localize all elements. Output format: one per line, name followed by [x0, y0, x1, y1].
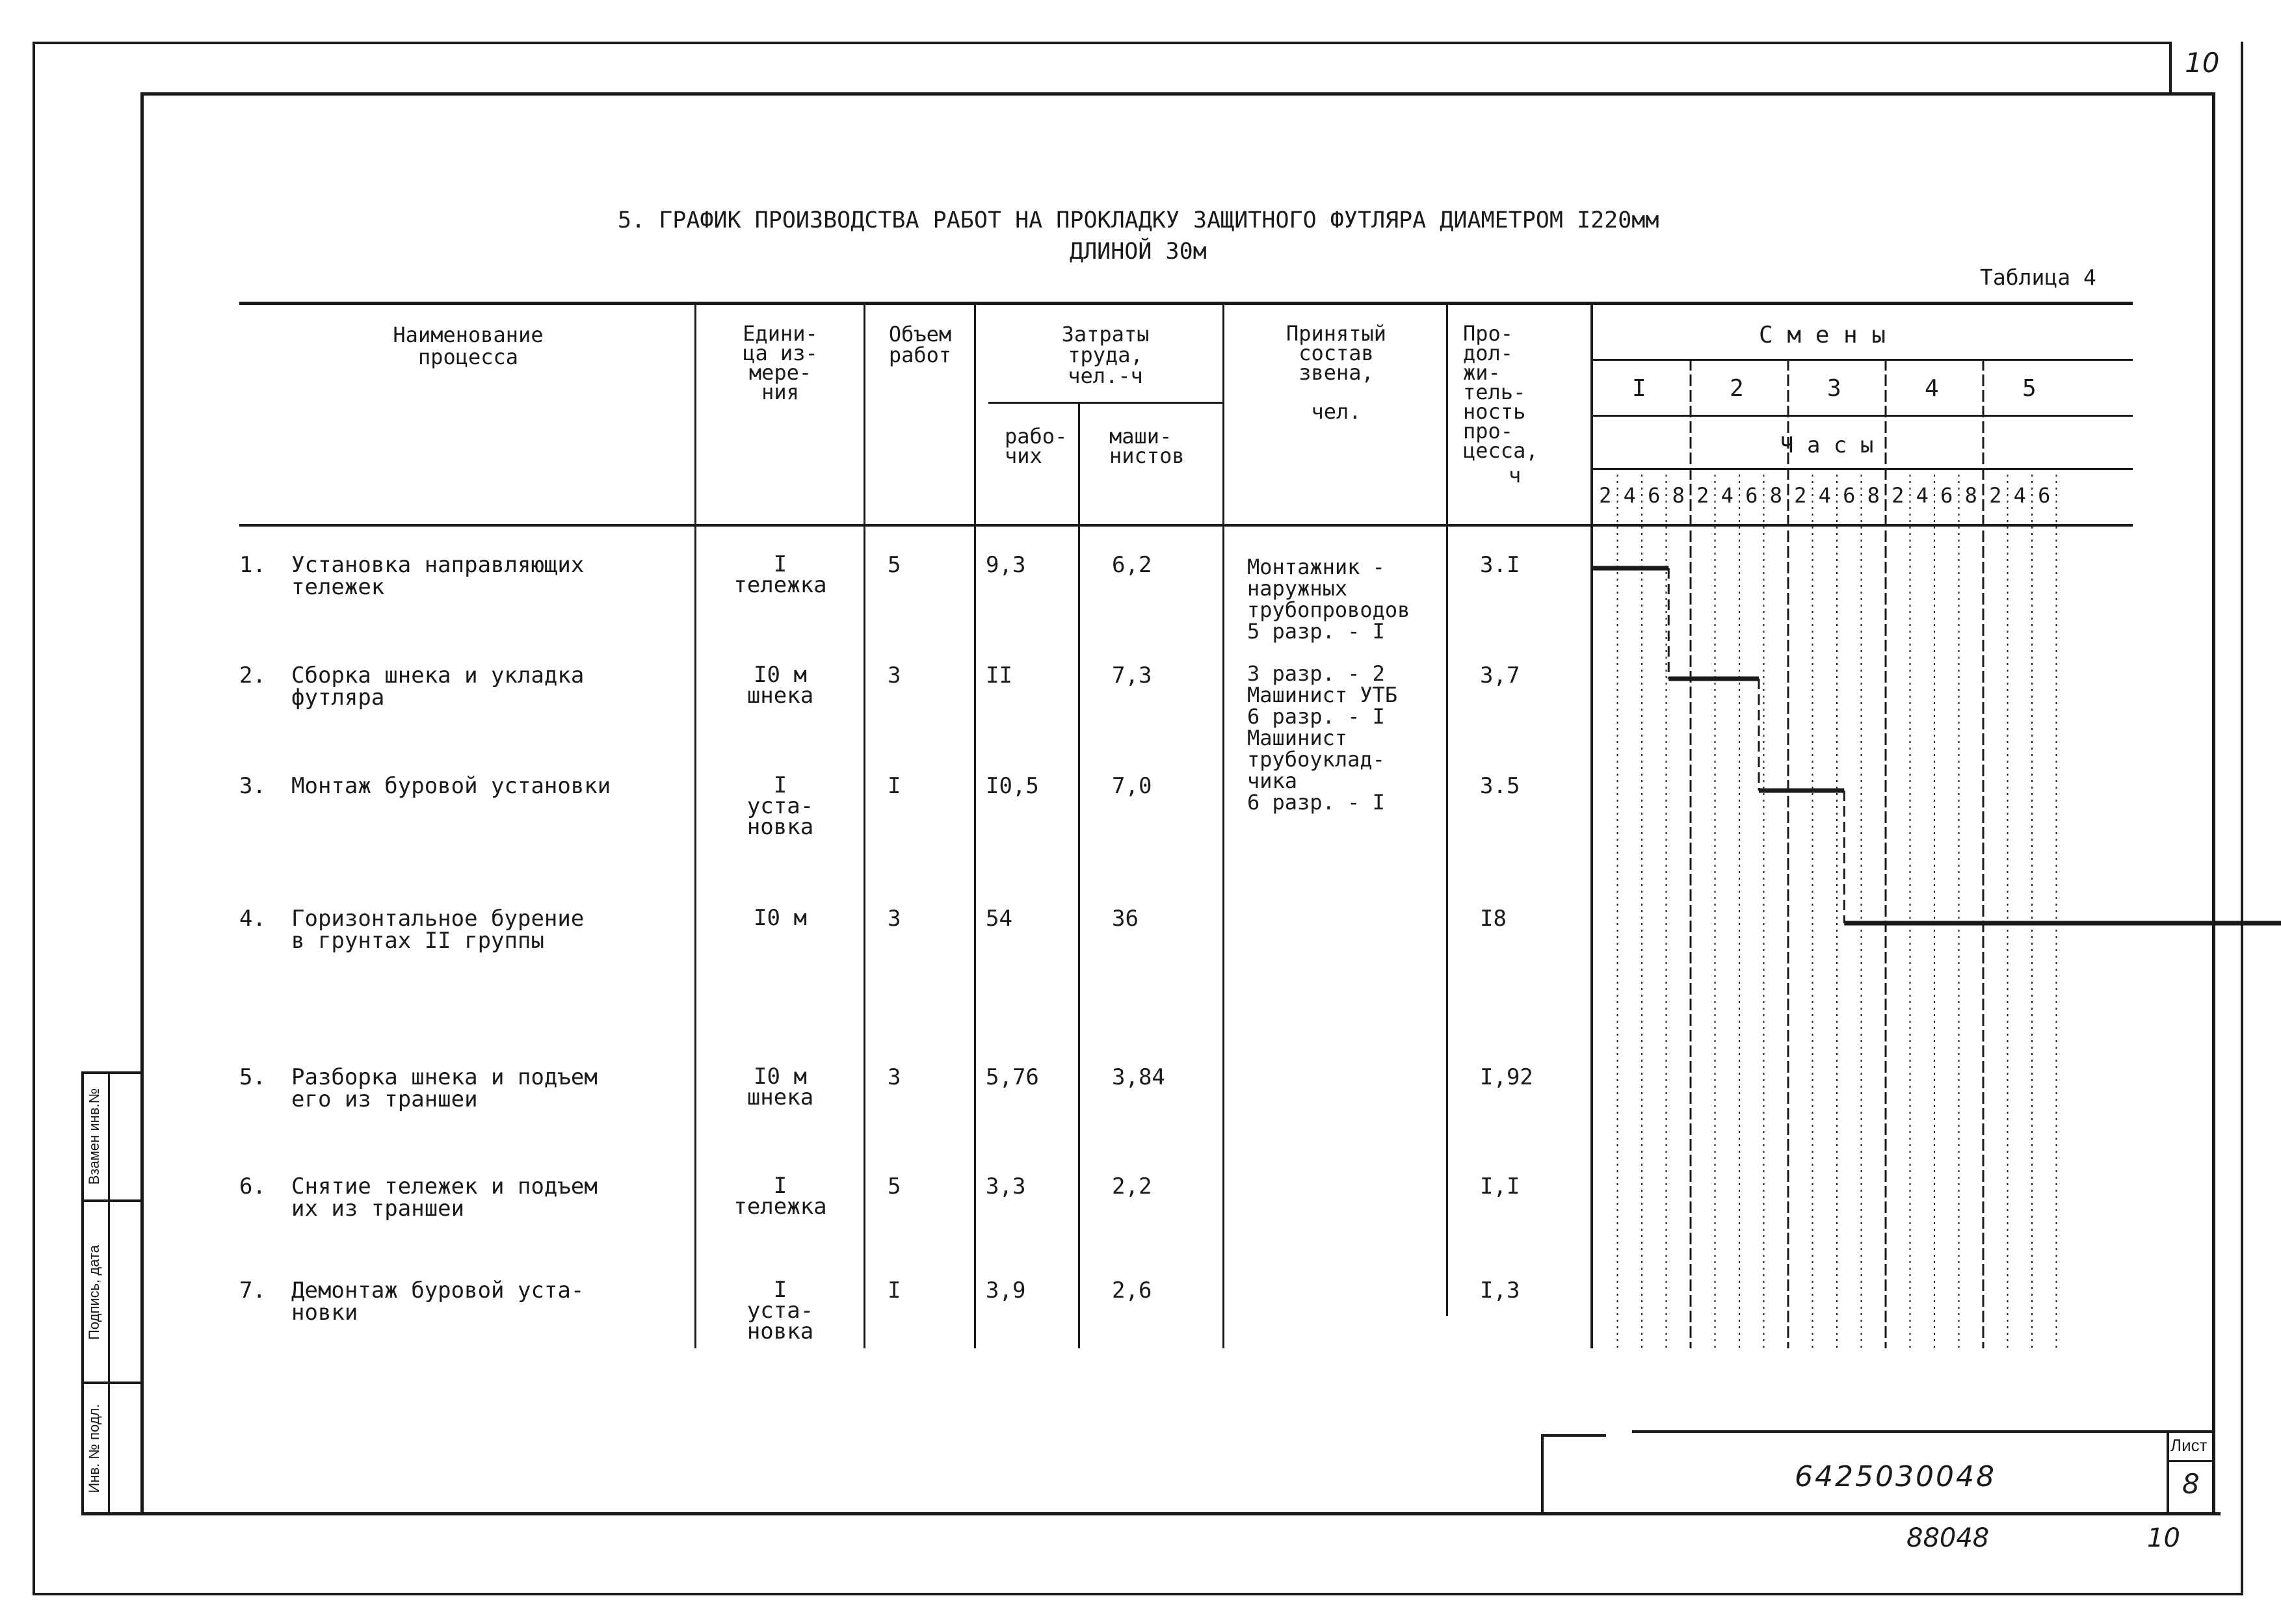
work-volume: I	[888, 773, 901, 799]
header-duration-line: дол-	[1463, 341, 1514, 365]
process-name-line: Разборка шнека и подъем	[291, 1064, 598, 1090]
unit-of-measure	[702, 662, 858, 709]
hour-tick: 8	[1672, 483, 1685, 508]
hour-tick: 4	[2013, 483, 2026, 508]
header-duration-line: тель-	[1463, 380, 1526, 404]
crew-line: Монтажник -	[1247, 555, 1385, 579]
header-machinists-line: маши-	[1109, 424, 1172, 449]
bottom-code: 88048	[1906, 1523, 1990, 1553]
labor-workers: 3,9	[986, 1277, 1026, 1303]
process-name	[291, 554, 681, 598]
unit-of-measure	[702, 551, 858, 598]
crew-line: трубоуклад-	[1247, 747, 1385, 772]
unit-of-measure	[702, 1173, 858, 1220]
unit-line: шнека	[746, 683, 814, 709]
header-crew-line: состав	[1299, 341, 1374, 365]
header-unit-line: ца из-	[743, 341, 818, 365]
header-duration-line: ность	[1463, 399, 1526, 424]
corner-page-number: 10	[2185, 47, 2220, 79]
process-name-line: Сборка шнека и укладка	[291, 662, 585, 688]
header-crew-line: Принятый	[1286, 321, 1387, 346]
hour-tick: 8	[1964, 483, 1977, 508]
row-number: 2.	[239, 662, 266, 688]
shift-number: 5	[2022, 375, 2037, 402]
stamp-top-b	[1632, 1430, 2215, 1433]
process-name-line: Демонтаж буровой уста-	[291, 1277, 585, 1303]
hour-tick: 4	[1721, 483, 1734, 508]
process-name	[291, 908, 681, 952]
hour-tick: 2	[1892, 483, 1905, 508]
side-stamp-inv: Инв. № подл.	[86, 1404, 102, 1493]
process-duration: 3.I	[1480, 552, 1520, 578]
labor-machinists: 2,6	[1112, 1277, 1152, 1303]
row-number: 6.	[239, 1173, 266, 1199]
process-name	[291, 775, 681, 797]
page-title-line2: ДЛИНОЙ 30м	[1070, 239, 1207, 265]
header-name-line: процесса	[417, 345, 519, 369]
labor-workers: 3,3	[986, 1173, 1026, 1199]
process-name-line: Монтаж буровой установки	[291, 773, 611, 799]
unit-line: тележка	[733, 572, 827, 598]
labor-machinists: 7,3	[1112, 662, 1152, 688]
hour-tick: 2	[1794, 483, 1807, 508]
unit-of-measure	[702, 905, 858, 931]
header-crew-line: чел.	[1311, 399, 1362, 424]
hour-tick: 8	[1867, 483, 1880, 508]
unit-line: новка	[746, 1318, 814, 1344]
side-stamp-signature: Подпись, дата	[86, 1245, 102, 1340]
stamp-sheet-left	[2167, 1430, 2169, 1515]
hour-tick: 6	[1648, 483, 1661, 508]
process-name-line: Горизонтальное бурение	[291, 906, 585, 932]
unit-line: I0 м	[754, 905, 807, 931]
process-name-line: футляра	[291, 685, 385, 711]
labor-machinists: 7,0	[1112, 773, 1152, 799]
unit-line: I	[773, 1277, 787, 1303]
work-volume: I	[888, 1277, 901, 1303]
header-duration-line: Про-	[1463, 321, 1514, 346]
process-name	[291, 1175, 681, 1220]
unit-line: I	[773, 551, 787, 577]
crew-line: 6 разр. - I	[1247, 704, 1385, 729]
crew-line: Машинист УТБ	[1247, 683, 1398, 707]
process-name-line: тележек	[291, 574, 385, 600]
unit-line: уста-	[746, 793, 814, 819]
header-machinists-line: нистов	[1109, 443, 1185, 468]
header-volume-line: Объем	[888, 322, 952, 347]
stamp-left	[1541, 1434, 1544, 1515]
labor-workers: 9,3	[986, 552, 1026, 578]
crew-line: трубопроводов	[1247, 597, 1410, 622]
process-duration: I,I	[1480, 1173, 1520, 1199]
stamp-sheet-rule	[2167, 1460, 2215, 1462]
hour-tick: 6	[1745, 483, 1758, 508]
process-name-line: их из траншеи	[291, 1196, 465, 1222]
work-volume: 5	[888, 552, 901, 578]
header-unit-line: Едини-	[743, 321, 818, 346]
header-hours-label: Ч а с ы	[1780, 432, 1874, 458]
process-duration: I,3	[1480, 1277, 1520, 1303]
process-name	[291, 1279, 681, 1324]
row-number: 4.	[239, 906, 266, 932]
process-duration: I,92	[1480, 1064, 1533, 1090]
labor-machinists: 2,2	[1112, 1173, 1152, 1199]
labor-workers: I0,5	[986, 773, 1039, 799]
page-title: 5. ГРАФИК ПРОИЗВОДСТВА РАБОТ НА ПРОКЛАДКУ ЗАЩИТНОГО ФУТЛЯРА ДИАМЕТРОМ I220мм	[618, 207, 1659, 233]
unit-line: новка	[746, 814, 814, 840]
process-name-line: его из траншеи	[291, 1086, 478, 1112]
unit-line: I0 м	[754, 1064, 807, 1090]
process-name	[291, 664, 681, 709]
header-duration-line: жи-	[1463, 360, 1501, 385]
shift-number: 4	[1925, 375, 1939, 402]
header-duration-line: цесса,	[1463, 438, 1538, 463]
header-unit-line: ния	[761, 380, 799, 404]
hour-tick: 4	[1916, 483, 1929, 508]
hour-tick: 4	[1818, 483, 1831, 508]
header-workers-line: рабо-	[1005, 424, 1068, 449]
hour-tick: 6	[1843, 483, 1856, 508]
hour-tick: 6	[2038, 483, 2051, 508]
header-name-line: Наименование	[393, 322, 544, 347]
sheet-number: 8	[2182, 1468, 2200, 1500]
shift-number: I	[1632, 375, 1646, 402]
unit-line: I	[773, 772, 787, 798]
unit-of-measure	[702, 1279, 858, 1342]
hour-tick: 2	[1989, 483, 2002, 508]
hour-tick: 4	[1623, 483, 1636, 508]
unit-line: уста-	[746, 1298, 814, 1324]
row-number: 7.	[239, 1277, 266, 1303]
table-label: Таблица 4	[1980, 265, 2096, 290]
unit-line: I	[773, 1173, 787, 1199]
header-labor-line: труда,	[1068, 343, 1143, 367]
process-name-line: Снятие тележек и подъем	[291, 1173, 598, 1199]
unit-of-measure	[702, 1066, 858, 1108]
header-labor-line: чел.-ч	[1068, 363, 1143, 388]
process-duration: 3.5	[1480, 773, 1520, 799]
process-duration: I8	[1480, 906, 1507, 932]
hour-tick: 2	[1696, 483, 1709, 508]
labor-workers: 5,76	[986, 1064, 1039, 1090]
header-volume-line: работ	[888, 343, 952, 367]
crew-line: чика	[1247, 768, 1298, 793]
crew-line: 3 разр. - 2	[1247, 661, 1385, 686]
header-unit-line: мере-	[748, 360, 812, 385]
header-crew-line: звена,	[1299, 360, 1374, 385]
work-volume: 3	[888, 1064, 901, 1090]
hour-tick: 2	[1599, 483, 1612, 508]
crew-line: 5 разр. - I	[1247, 619, 1385, 644]
header-duration-line: про-	[1463, 419, 1514, 443]
row-number: 1.	[239, 552, 266, 578]
labor-machinists: 36	[1112, 906, 1139, 932]
row-number: 5.	[239, 1064, 266, 1090]
labor-workers: II	[986, 662, 1012, 688]
labor-machinists: 3,84	[1112, 1064, 1165, 1090]
labor-workers: 54	[986, 906, 1012, 932]
work-volume: 3	[888, 906, 901, 932]
header-workers-line: чих	[1005, 443, 1042, 468]
process-name-line: новки	[291, 1300, 358, 1326]
process-name	[291, 1066, 681, 1110]
bottom-page-number: 10	[2147, 1523, 2180, 1553]
labor-machinists: 6,2	[1112, 552, 1152, 578]
unit-of-measure	[702, 772, 858, 840]
crew-line	[1247, 642, 1410, 663]
document-code: 6425030048	[1795, 1460, 1996, 1493]
process-name-line: в грунтах II группы	[291, 928, 544, 954]
hour-tick: 6	[1940, 483, 1953, 508]
work-volume: 5	[888, 1173, 901, 1199]
work-volume: 3	[888, 662, 901, 688]
header-labor-line: Затраты	[1061, 322, 1150, 347]
header-duration-line: ч	[1509, 463, 1522, 488]
process-name-line: Установка направляющих	[291, 552, 585, 578]
unit-line: шнека	[746, 1084, 814, 1110]
crew-line: Машинист	[1247, 726, 1348, 750]
crew-line: наружных	[1247, 576, 1348, 601]
crew-line: 6 разр. - I	[1247, 790, 1385, 815]
crew-column-text	[1247, 557, 1410, 813]
shift-number: 2	[1730, 375, 1744, 402]
side-stamp-replace: Взамен инв.№	[86, 1088, 102, 1185]
shift-number: 3	[1827, 375, 1841, 402]
header-shifts-label: С м е н ы	[1759, 322, 1886, 348]
stamp-top-a	[1541, 1434, 1606, 1437]
hour-tick: 8	[1769, 483, 1782, 508]
unit-line: I0 м	[754, 662, 807, 688]
sheet-label: Лист	[2170, 1435, 2208, 1455]
unit-line: тележка	[733, 1194, 827, 1220]
row-number: 3.	[239, 773, 266, 799]
process-duration: 3,7	[1480, 662, 1520, 688]
